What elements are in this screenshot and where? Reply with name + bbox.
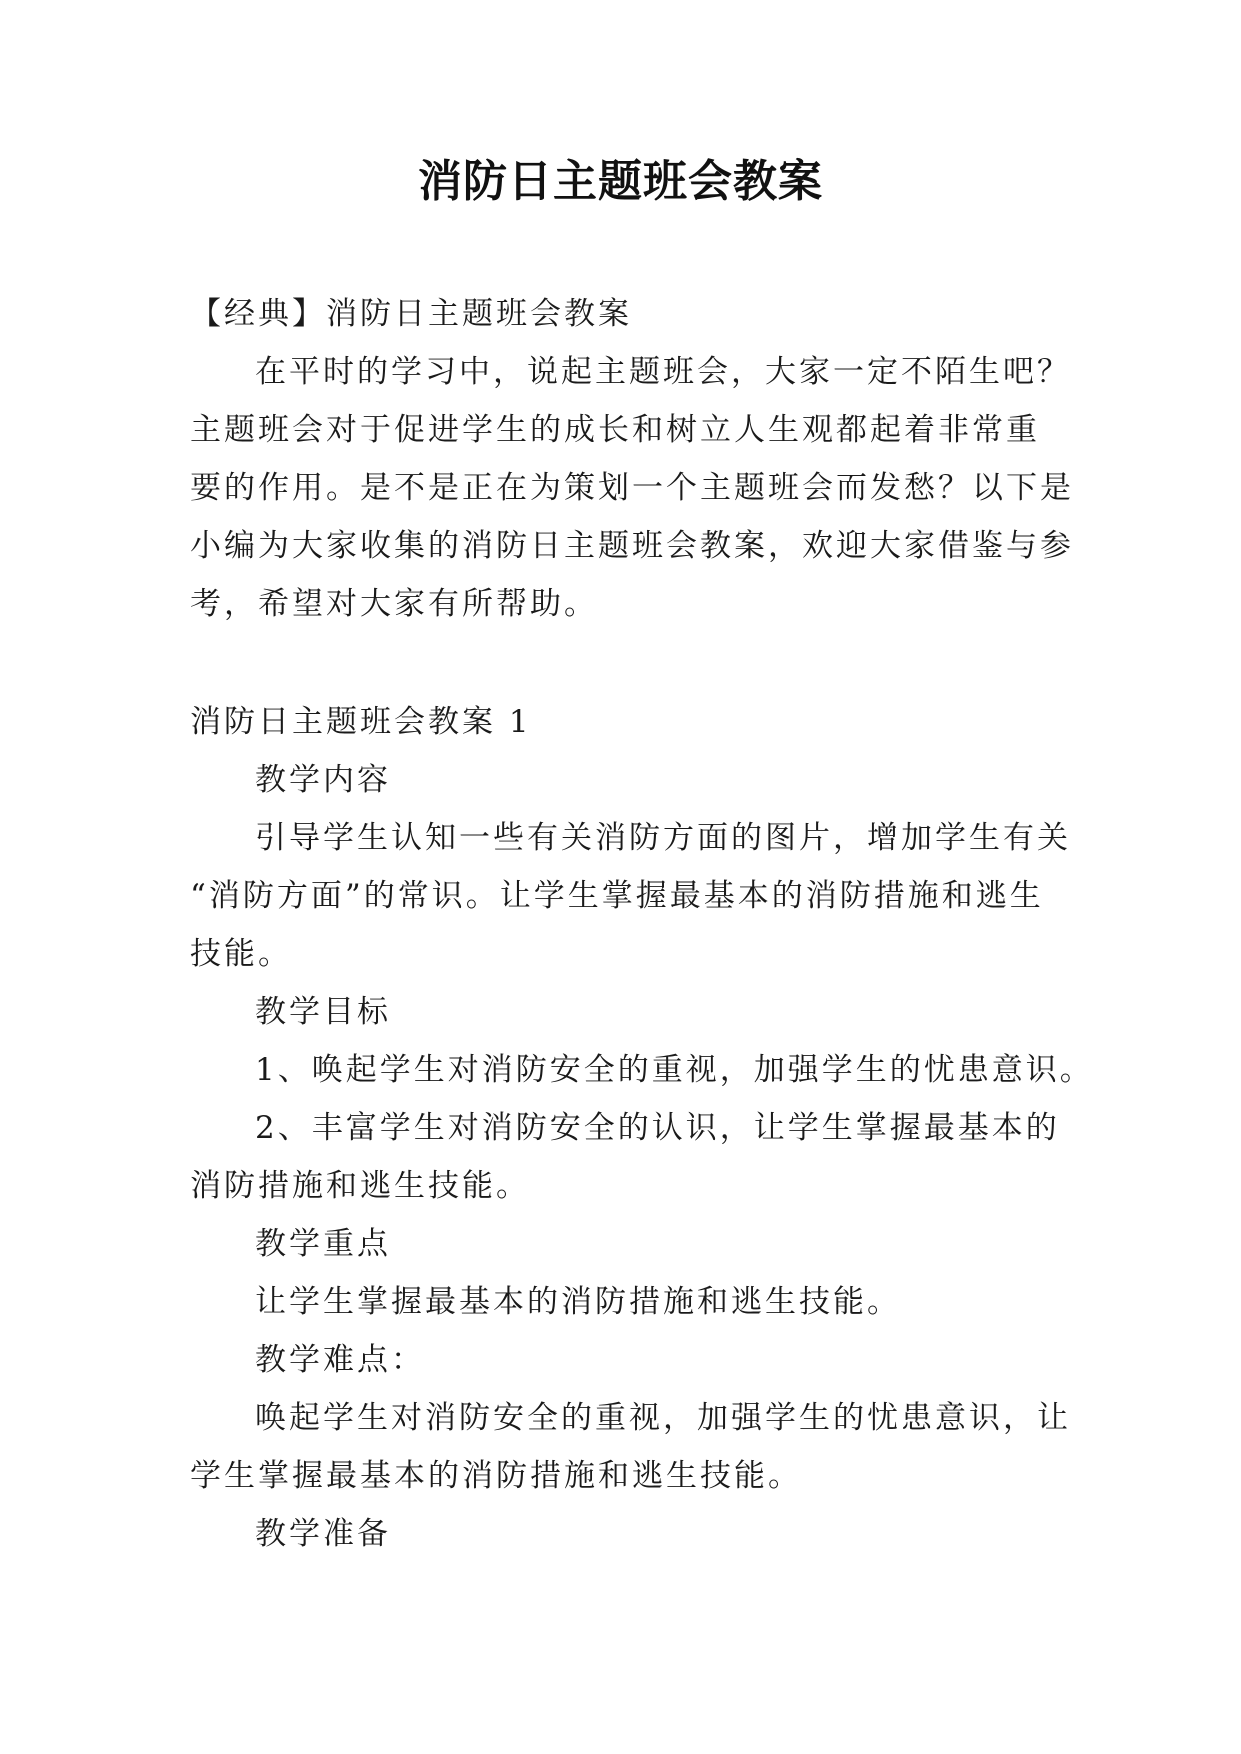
list-item: 2、丰富学生对消防安全的认识，让学生掌握最基本的 xyxy=(255,1110,1060,1146)
subheading: 教学目标 xyxy=(255,994,391,1030)
paragraph-line: 在平时的学习中，说起主题班会，大家一定不陌生吧？ xyxy=(255,354,1071,390)
paragraph-line: 要的作用。是不是正在为策划一个主题班会而发愁？以下是 xyxy=(190,470,1074,506)
paragraph-line: 让学生掌握最基本的消防措施和逃生技能。 xyxy=(255,1284,901,1320)
intro-heading: 【经典】消防日主题班会教案 xyxy=(190,296,632,332)
document-title: 消防日主题班会教案 xyxy=(418,156,823,207)
paragraph-line: 消防措施和逃生技能。 xyxy=(190,1168,530,1204)
paragraph-line: 主题班会对于促进学生的成长和树立人生观都起着非常重 xyxy=(190,412,1040,448)
subheading: 教学准备 xyxy=(255,1516,391,1552)
subheading: 教学难点： xyxy=(255,1342,425,1378)
paragraph-line: 引导学生认知一些有关消防方面的图片，增加学生有关 xyxy=(255,820,1071,856)
paragraph-line: 学生掌握最基本的消防措施和逃生技能。 xyxy=(190,1458,802,1494)
paragraph-line: 考，希望对大家有所帮助。 xyxy=(190,586,598,622)
subheading: 教学内容 xyxy=(255,762,391,798)
paragraph-line: 小编为大家收集的消防日主题班会教案，欢迎大家借鉴与参 xyxy=(190,528,1074,564)
paragraph-line: 技能。 xyxy=(190,936,292,972)
paragraph-line: “消防方面”的常识。让学生掌握最基本的消防措施和逃生 xyxy=(190,878,1044,914)
paragraph-line: 唤起学生对消防安全的重视，加强学生的忧患意识，让 xyxy=(255,1400,1071,1436)
subheading: 教学重点 xyxy=(255,1226,391,1262)
list-item: 1、唤起学生对消防安全的重视，加强学生的忧患意识。 xyxy=(255,1052,1094,1088)
section-heading: 消防日主题班会教案 1 xyxy=(190,704,532,740)
